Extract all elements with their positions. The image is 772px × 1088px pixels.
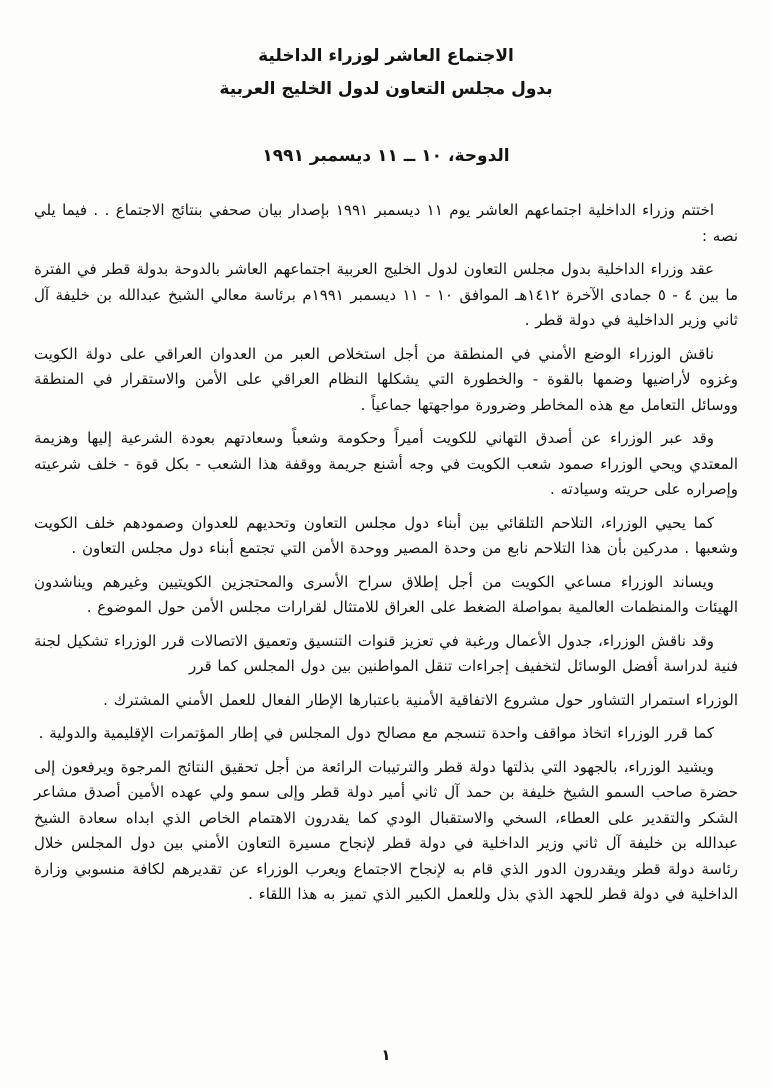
paragraph-solidarity: كما يحيي الوزراء، التلاحم التلقائي بين أبناء دول مجلس التعاون وتحديهم للعدوان وصمودهم خلف الكويت وشعبها . مدركين بأن هذا التلاحم نابع من وحدة المصير ووحدة الأمن التي تجتمع أبناء دول مجلس التعاون . (34, 513, 738, 557)
document-body (0, 168, 772, 908)
document-header (0, 0, 772, 168)
page-number: ١ (381, 1046, 391, 1064)
paragraph-security-situation: ناقش الوزراء الوضع الأمني في المنطقة من أجل استخلاص العبر من العدوان العراقي على دولة الكويت وغزوه لأراضيها وضمها بالقوة - والخطورة التي يشكلها النظام العراقي على الأمن والاستقرار في المنطقة ووسائل التعامل مع هذه المخاطر وضرورة مواجهتها جماعياً . (34, 344, 738, 414)
document-date-line: الدوحة، ١٠ ــ ١١ ديسمبر ١٩٩١ (262, 146, 510, 166)
paragraph-congratulations-kuwait: وقد عبر الوزراء عن أصدق التهاني للكويت أميراً وحكومة وشعباً وسعادتهم بعودة الشرعية إليها وهزيمة المعتدي ويحي الوزراء صمود شعب الكويت في وجه أشنع جريمة ووقفة هذا الشعب - بكل قوة - خلف شرعيته وإصراره على حريته وسيادته . (34, 429, 738, 498)
paragraph-prisoners: ويساند الوزراء مساعي الكويت من أجل إطلاق سراح الأسرى والمحتجزين الكويتيين وغيرهم ويناشدون الهيئات والمنظمات العالمية بمواصلة الضغط على العراق للامتثال لقرارات مجلس الأمن حول الموضوع . (34, 572, 738, 616)
document-title-line-1: الاجتماع العاشر لوزراء الداخلية (258, 46, 514, 66)
paragraph-agenda: وقد ناقش الوزراء، جدول الأعمال ورغبة في تعزيز قنوات التنسيق وتعميق الاتصالات قرر الوزراء تشكيل لجنة فنية لدراسة أفضل الوسائل لتخفيف إجراءات تنقل المواطنين بين دول المجلس كما قرر (34, 631, 738, 675)
paragraph-meeting-details: عقد وزراء الداخلية بدول مجلس التعاون لدول الخليج العربية اجتماعهم العاشر بالدوحة بدولة قطر في الفترة ما بين ٤ - ٥ جمادى الآخرة ١٤١٢هـ الموافق ١٠ - ١١ ديسمبر ١٩٩١م برئاسة معالي الشيخ عبدالله بن خليفة آل ثاني وزير الداخلية في دولة قطر . (34, 260, 738, 329)
paragraph-thanks-qatar: ويشيد الوزراء، بالجهود التي بذلتها دولة قطر والترتيبات الرائعة من أجل تحقيق النتائج المرجوة ويرفعون إلى حضرة صاحب السمو الشيخ خليفة بن حمد آل ثاني أمير دولة قطر وإلى سمو ولي عهده الأمين أصدق مشاعر الشكر والتقدير على العطاء، السخي والاستقبال الودي كما يقدرون الاهتمام الخاص الذي ابداه سعادة الشيخ عبدالله بن خليفة آل ثاني وزير الداخلية في دولة قطر لإنجاح مسيرة التعاون الأمني بين دول المجلس خلال رئاسة دولة قطر ويقدرون الدور الذي قام به لإنجاح الاجتماع ويعرب الوزراء عن تقديرهم لكافة منسوبي وزارة الداخلية في دولة قطر للجهد الذي بذل وللعمل الكبير الذي تميز به هذا اللقاء . (34, 757, 738, 903)
paragraph-security-agreement: الوزراء استمرار التشاور حول مشروع الاتفاقية الأمنية باعتبارها الإطار الفعال للعمل الأمني المشترك . (103, 690, 738, 709)
paragraph-intro: اختتم وزراء الداخلية اجتماعهم العاشر يوم ١١ ديسمبر ١٩٩١ بإصدار بيان صحفي بنتائج الاجتماع . . فيما يلي نصه : (34, 201, 738, 245)
paragraph-unified-positions: كما قرر الوزراء اتخاذ مواقف واحدة تنسجم مع مصالح دول المجلس في إطار المؤتمرات الإقليمية والدولية . (38, 724, 714, 742)
document-title-line-2: بدول مجلس التعاون لدول الخليج العربية (219, 79, 553, 99)
